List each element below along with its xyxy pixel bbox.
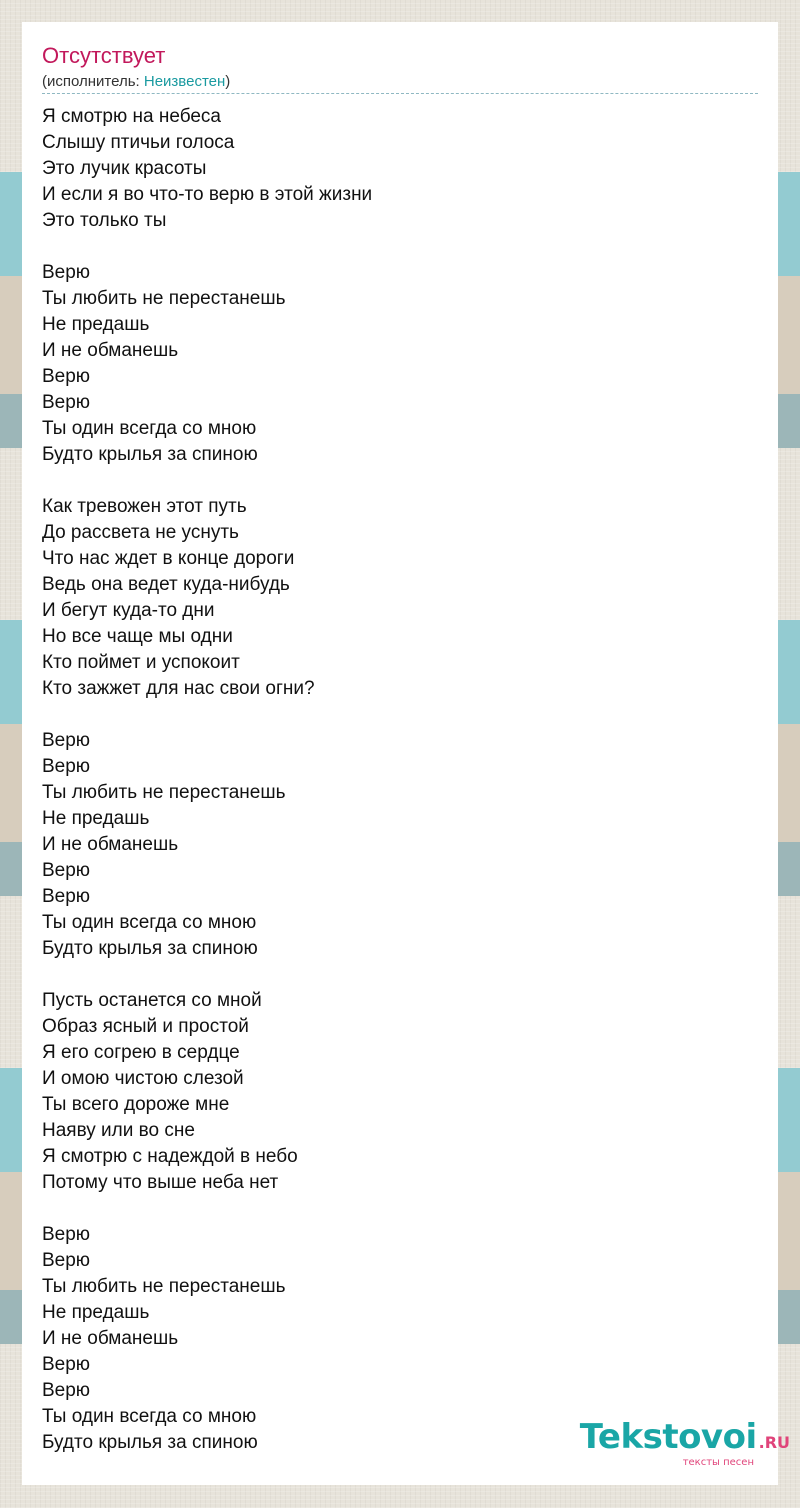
- lyric-line: Верю: [42, 730, 91, 751]
- lyric-line: Кто зажжет для нас свои огни?: [42, 678, 315, 699]
- lyric-line: Я смотрю на небеса: [42, 106, 221, 127]
- lyric-line: Ты любить не перестанешь: [42, 782, 286, 803]
- lyric-line: Верю: [42, 392, 91, 413]
- lyric-line: Ведь она ведет куда-нибудь: [42, 574, 290, 595]
- lyrics-body: [42, 104, 758, 1456]
- lyric-line: Верю: [42, 886, 91, 907]
- lyric-line: Будто крылья за спиною: [42, 938, 258, 959]
- lyric-line: И бегут куда-то дни: [42, 600, 215, 621]
- lyric-line: Верю: [42, 1354, 91, 1375]
- lyric-line: Как тревожен этот путь: [42, 496, 247, 517]
- lyric-line: Верю: [42, 1380, 91, 1401]
- lyric-line: Я смотрю с надеждой в небо: [42, 1146, 298, 1167]
- lyric-blank-line: [42, 702, 758, 728]
- artist-suffix: ): [225, 73, 231, 90]
- lyric-blank-line: [42, 1196, 758, 1222]
- artist-prefix: (исполнитель:: [42, 73, 144, 90]
- logo-tld: .RU: [758, 1433, 790, 1452]
- lyric-line: И омою чистою слезой: [42, 1068, 244, 1089]
- lyric-line: Ты любить не перестанешь: [42, 288, 286, 309]
- lyric-blank-line: [42, 962, 758, 988]
- site-logo[interactable]: [579, 1417, 790, 1468]
- lyric-line: Ты один всегда со мною: [42, 1406, 257, 1427]
- lyric-line: Что нас ждет в конце дороги: [42, 548, 295, 569]
- lyric-line: Это только ты: [42, 210, 167, 231]
- lyric-line: Не предашь: [42, 808, 150, 829]
- lyric-line: Потому что выше неба нет: [42, 1172, 279, 1193]
- lyric-line: Будто крылья за спиною: [42, 1432, 258, 1453]
- lyric-blank-line: [42, 468, 758, 494]
- lyric-line: Ты любить не перестанешь: [42, 1276, 286, 1297]
- lyric-line: Слышу птичьи голоса: [42, 132, 235, 153]
- lyric-line: Но все чаще мы одни: [42, 626, 233, 647]
- lyric-line: Образ ясный и простой: [42, 1016, 249, 1037]
- lyric-line: Наяву или во сне: [42, 1120, 195, 1141]
- logo-name: Tekstovoi: [579, 1417, 757, 1457]
- lyric-line: Кто поймет и успокоит: [42, 652, 240, 673]
- lyric-line: И не обманешь: [42, 1328, 179, 1349]
- lyric-line: Верю: [42, 366, 91, 387]
- lyric-line: Верю: [42, 1224, 91, 1245]
- lyric-line: Верю: [42, 262, 91, 283]
- lyric-line: И не обманешь: [42, 834, 179, 855]
- lyric-line: Будто крылья за спиною: [42, 444, 258, 465]
- lyric-line: И не обманешь: [42, 340, 179, 361]
- lyric-line: Верю: [42, 1250, 91, 1271]
- lyric-line: Пусть останется со мной: [42, 990, 262, 1011]
- lyric-line: И если я во что-то верю в этой жизни: [42, 184, 373, 205]
- logo-wordmark: [579, 1417, 790, 1460]
- lyric-line: Не предашь: [42, 1302, 150, 1323]
- lyric-line: Ты всего дороже мне: [42, 1094, 230, 1115]
- lyrics-card: [22, 22, 778, 1485]
- lyric-line: Это лучик красоты: [42, 158, 207, 179]
- lyric-line: Верю: [42, 860, 91, 881]
- lyric-line: Ты один всегда со мною: [42, 418, 257, 439]
- lyric-blank-line: [42, 234, 758, 260]
- lyric-line: Верю: [42, 756, 91, 777]
- artist-link[interactable]: Неизвестен: [143, 73, 226, 90]
- song-title: Отсутствует: [42, 43, 166, 68]
- lyric-line: Не предашь: [42, 314, 150, 335]
- divider: [42, 93, 758, 94]
- lyric-line: До рассвета не уснуть: [42, 522, 239, 543]
- lyric-line: Ты один всегда со мною: [42, 912, 257, 933]
- artist-line: [42, 72, 230, 92]
- lyric-line: Я его согрею в сердце: [42, 1042, 240, 1063]
- logo-tagline: тексты песен: [682, 1457, 754, 1468]
